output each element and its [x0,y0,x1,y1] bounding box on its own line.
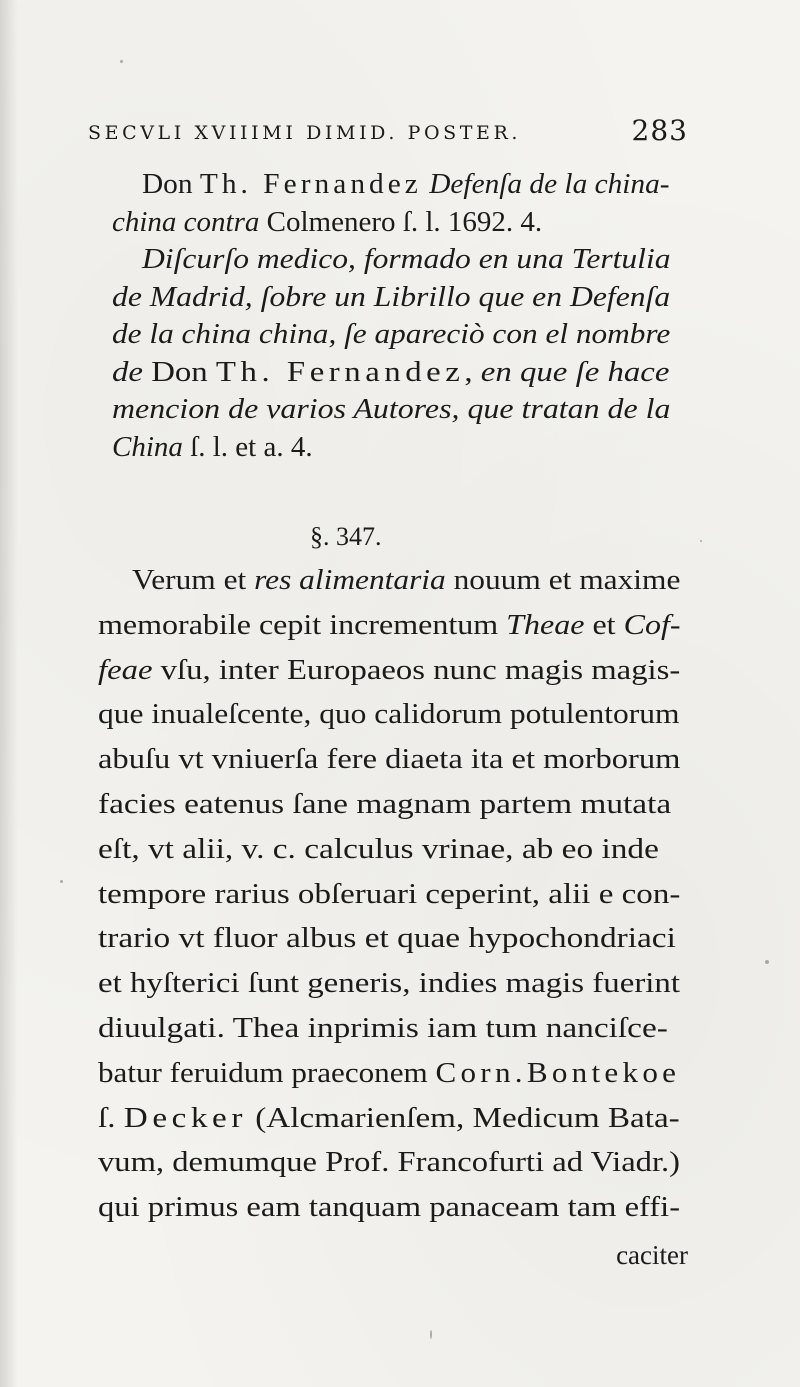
text-run: ſ. l. et a. 4. [182,430,313,463]
text-line [98,920,676,956]
text-run: feae [98,653,153,686]
running-title: SECVLI XVIIIMI DIMID. POSTER. [88,122,522,144]
text-run: china contra [112,205,260,238]
text-line [112,204,542,240]
text-run: abuſu vt vniuerſa fere diaeta ita et morborum [98,743,681,776]
text-run: res alimentaria [254,564,446,596]
text-run: Diſcurſo medico, formado en una Tertulia [142,243,671,275]
page-number: 283 [631,114,688,147]
text-line [98,831,659,867]
text-line [98,607,681,643]
text-run: nouum et maxime [445,564,681,596]
text-run: vum, demumque Prof. Francofurti ad Viadr.) [98,1146,681,1179]
text-line [112,429,313,465]
text-run: Defenſa de la china- [429,168,670,200]
text-run: vſu, inter Europaeos nunc magis magis- [152,653,681,686]
text-run: en que ſe hace [480,355,670,388]
paper-speck [765,960,769,964]
text-line [98,786,671,822]
text-line [98,1010,668,1046]
text-run: trario vt fluor albus et quae hypochondriaci [98,922,676,955]
text-line [98,1055,680,1091]
running-head [88,112,688,152]
text-line [98,876,680,912]
paper-speck [430,1330,432,1339]
text-run: (Alcmarienſem, Medicum Bata- [246,1101,680,1134]
text-run: Cof- [623,608,681,641]
paper-speck [60,880,63,883]
text-run: Don [142,168,200,200]
text-run: de [112,355,143,388]
text-run: Theae [506,608,585,641]
text-run: Verum et [132,564,255,596]
text-run: memorabile cepit incrementum [98,608,507,641]
text-run: diuulgati. Thea inprimis iam tum nanciſce- [98,1012,668,1044]
text-line [142,166,670,202]
text-run: Colmenero ſ. l. 1692. 4. [259,205,543,238]
text-run [422,168,429,200]
text-run: Decker [123,1101,247,1134]
text-run: et hyſterici ſunt generis, indies magis fuerint [98,967,681,1000]
text-run: ſ. [98,1101,124,1134]
text-run: mencion de varios Autores, que tratan de la [112,393,671,425]
text-run: que inualeſcente, quo calidorum potulentorum [98,698,680,731]
text-run: , [464,355,481,388]
text-run: batur feruidum praeconem [98,1056,436,1089]
text-line [142,241,671,277]
text-run: eſt, vt alii, v. c. calculus vrinae, ab eo inde [98,832,659,865]
paper-speck [120,60,123,63]
text-line [98,696,680,732]
text-run: et [584,608,624,641]
text-line [98,652,680,688]
paper-speck [700,540,702,542]
text-run: qui primus eam tanquam panaceam tam effi- [98,1191,681,1224]
text-line [132,562,680,598]
text-line [98,1189,680,1225]
text-run: China [112,430,183,463]
binding-shadow [0,0,18,1387]
text-line [112,316,670,352]
text-run: Th. Fernandez [215,355,465,388]
text-line [98,1100,680,1136]
text-run: Corn.Bontekoe [435,1056,681,1089]
text-run: Don [142,355,216,388]
text-run: de Madrid, ſobre un Librillo que en Defenſa [112,280,671,313]
text-run: de la china china, ſe apareciò con el nombre [112,318,671,350]
text-line [112,391,670,427]
text-run: Th. Fernandez [199,168,422,200]
section-mark: §. 347. [310,522,382,551]
text-line [98,1144,680,1180]
text-run: facies eatenus ſane magnam partem mutata [98,788,672,820]
catchword: caciter [616,1240,688,1270]
text-line [112,279,670,315]
text-line [112,354,669,390]
text-run: tempore rarius obſeruari ceperint, alii e con- [98,877,681,910]
text-line [98,741,680,777]
text-line [98,965,680,1001]
